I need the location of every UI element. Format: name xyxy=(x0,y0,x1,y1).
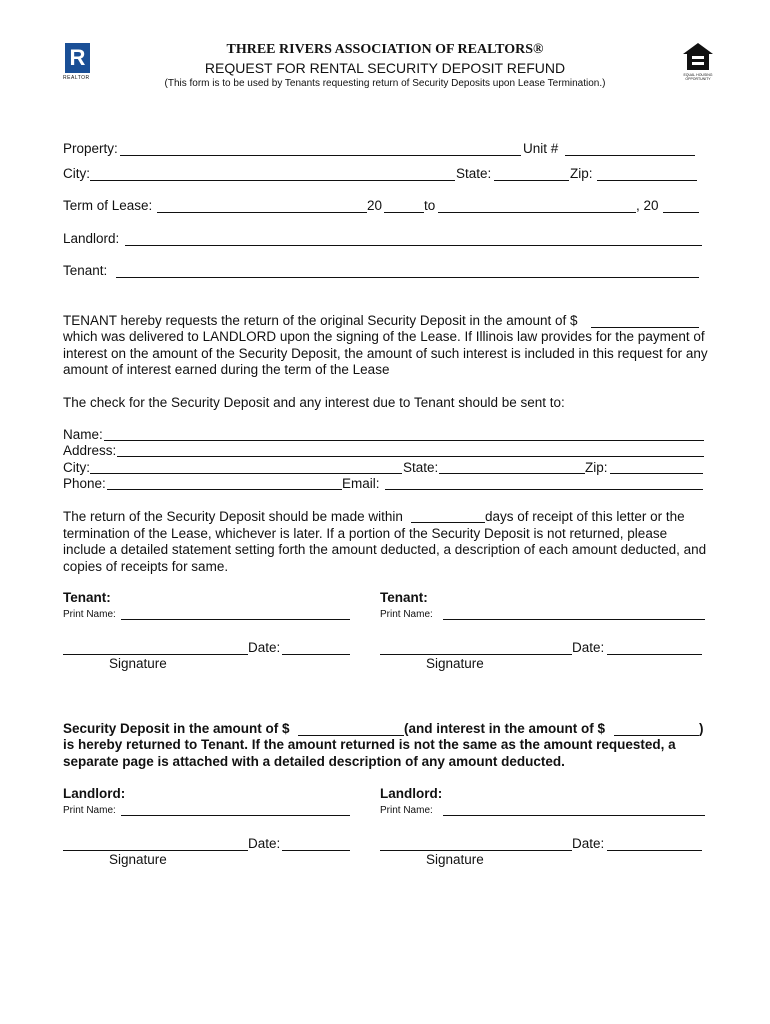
tenant1-date-label: Date: xyxy=(248,640,281,655)
tenant2-print-label: Print Name: xyxy=(380,609,433,620)
term-start-year-field[interactable] xyxy=(384,212,424,213)
send-zip-label: Zip: xyxy=(585,460,608,475)
send-state-field[interactable] xyxy=(439,473,585,474)
returned-amount-label: Security Deposit in the amount of $ xyxy=(63,721,290,736)
tenant1-date-field[interactable] xyxy=(282,654,350,655)
term-label: Term of Lease: xyxy=(63,198,153,213)
tenant1-heading: Tenant: xyxy=(63,590,111,605)
tenant1-print-field[interactable] xyxy=(121,619,350,620)
landlord2-date-label: Date: xyxy=(572,836,605,851)
form-subtitle: (This form is to be used by Tenants requesting return of Security Deposits upon Lease Termination.) xyxy=(164,78,606,89)
state-label: State: xyxy=(456,166,492,181)
zip-field[interactable] xyxy=(597,180,697,181)
city-field[interactable] xyxy=(90,180,455,181)
tenant1-signature-label: Signature xyxy=(109,656,167,671)
return-timing-line1: The return of the Security Deposit should be made within xyxy=(63,509,403,524)
landlord2-signature-field[interactable] xyxy=(380,850,572,851)
term-20-b: , 20 xyxy=(636,198,659,213)
send-to-paragraph: The check for the Security Deposit and any interest due to Tenant should be sent to: xyxy=(63,395,565,410)
send-email-field[interactable] xyxy=(385,489,703,490)
tenant-label: Tenant: xyxy=(63,263,108,278)
tenant2-date-label: Date: xyxy=(572,640,605,655)
landlord-label: Landlord: xyxy=(63,231,120,246)
returned-interest-label: (and interest in the amount of $ xyxy=(404,721,606,736)
landlord1-date-label: Date: xyxy=(248,836,281,851)
landlord-field[interactable] xyxy=(125,245,702,246)
tenant2-signature-label: Signature xyxy=(426,656,484,671)
landlord1-print-field[interactable] xyxy=(121,815,350,816)
landlord2-print-label: Print Name: xyxy=(380,805,433,816)
property-label: Property: xyxy=(63,141,118,156)
returned-interest-close: ) xyxy=(699,721,704,736)
landlord2-date-field[interactable] xyxy=(607,850,702,851)
send-city-label: City: xyxy=(63,460,90,475)
send-email-label: Email: xyxy=(342,476,380,491)
landlord1-date-field[interactable] xyxy=(282,850,350,851)
send-address-label: Address: xyxy=(63,443,117,458)
send-city-field[interactable] xyxy=(90,473,402,474)
tenant-field[interactable] xyxy=(116,277,699,278)
landlord1-signature-field[interactable] xyxy=(63,850,248,851)
returned-interest-field[interactable] xyxy=(614,735,699,736)
term-start-field[interactable] xyxy=(157,212,367,213)
returned-amount-field[interactable] xyxy=(298,735,404,736)
realtor-logo-letter: R xyxy=(69,45,86,70)
term-end-field[interactable] xyxy=(438,212,636,213)
tenant1-print-label: Print Name: xyxy=(63,609,116,620)
landlord2-signature-label: Signature xyxy=(426,852,484,867)
tenant1-signature-field[interactable] xyxy=(63,654,248,655)
landlord1-signature-label: Signature xyxy=(109,852,167,867)
request-paragraph: which was delivered to LANDLORD upon the signing of the Lease. If Illinois law provides for the payment of interest on the amount of the Security Deposit, the amount of such interest is included in this request for any amount of interest earned during the term of the Lease xyxy=(63,329,708,377)
tenant2-signature-field[interactable] xyxy=(380,654,572,655)
send-phone-field[interactable] xyxy=(107,489,342,490)
city-label: City: xyxy=(63,166,90,181)
unit-label: Unit # xyxy=(523,141,559,156)
landlord2-heading: Landlord: xyxy=(380,786,443,801)
send-name-field[interactable] xyxy=(104,440,704,441)
landlord2-print-field[interactable] xyxy=(443,815,705,816)
deposit-amount-field[interactable] xyxy=(591,327,699,328)
tenant2-print-field[interactable] xyxy=(443,619,705,620)
send-name-label: Name: xyxy=(63,427,103,442)
org-name: THREE RIVERS ASSOCIATION OF REALTORS® xyxy=(226,42,544,57)
realtor-logo-text: REALTOR xyxy=(63,75,90,81)
property-field[interactable] xyxy=(120,155,521,156)
term-to: to xyxy=(424,198,436,213)
unit-field[interactable] xyxy=(565,155,695,156)
send-zip-field[interactable] xyxy=(610,473,703,474)
zip-label: Zip: xyxy=(570,166,593,181)
equal-housing-text: EQUAL HOUSING OPPORTUNITY xyxy=(683,73,713,81)
tenant2-date-field[interactable] xyxy=(607,654,702,655)
send-address-field[interactable] xyxy=(117,456,704,457)
landlord1-heading: Landlord: xyxy=(63,786,126,801)
return-timing-paragraph: days of receipt of this letter or the termination of the Lease, whichever is later. If a portion of the Security Deposit is not returned, please include a detailed statement setting forth the amount deducted, a description of each amount deducted, and copies of receipts for same. xyxy=(63,509,707,574)
request-paragraph-line1: TENANT hereby requests the return of the original Security Deposit in the amount of $ xyxy=(63,313,578,328)
send-state-label: State: xyxy=(403,460,439,475)
form-title: REQUEST FOR RENTAL SECURITY DEPOSIT REFUND xyxy=(204,60,566,76)
returned-paragraph: is hereby returned to Tenant. If the amount returned is not the same as the amount requested, a separate page is attached with a detailed description of any amount deducted. xyxy=(63,737,676,769)
send-phone-label: Phone: xyxy=(63,476,106,491)
tenant2-heading: Tenant: xyxy=(380,590,428,605)
landlord1-print-label: Print Name: xyxy=(63,805,116,816)
term-20-a: 20 xyxy=(367,198,383,213)
state-field[interactable] xyxy=(494,180,569,181)
term-end-year-field[interactable] xyxy=(663,212,699,213)
